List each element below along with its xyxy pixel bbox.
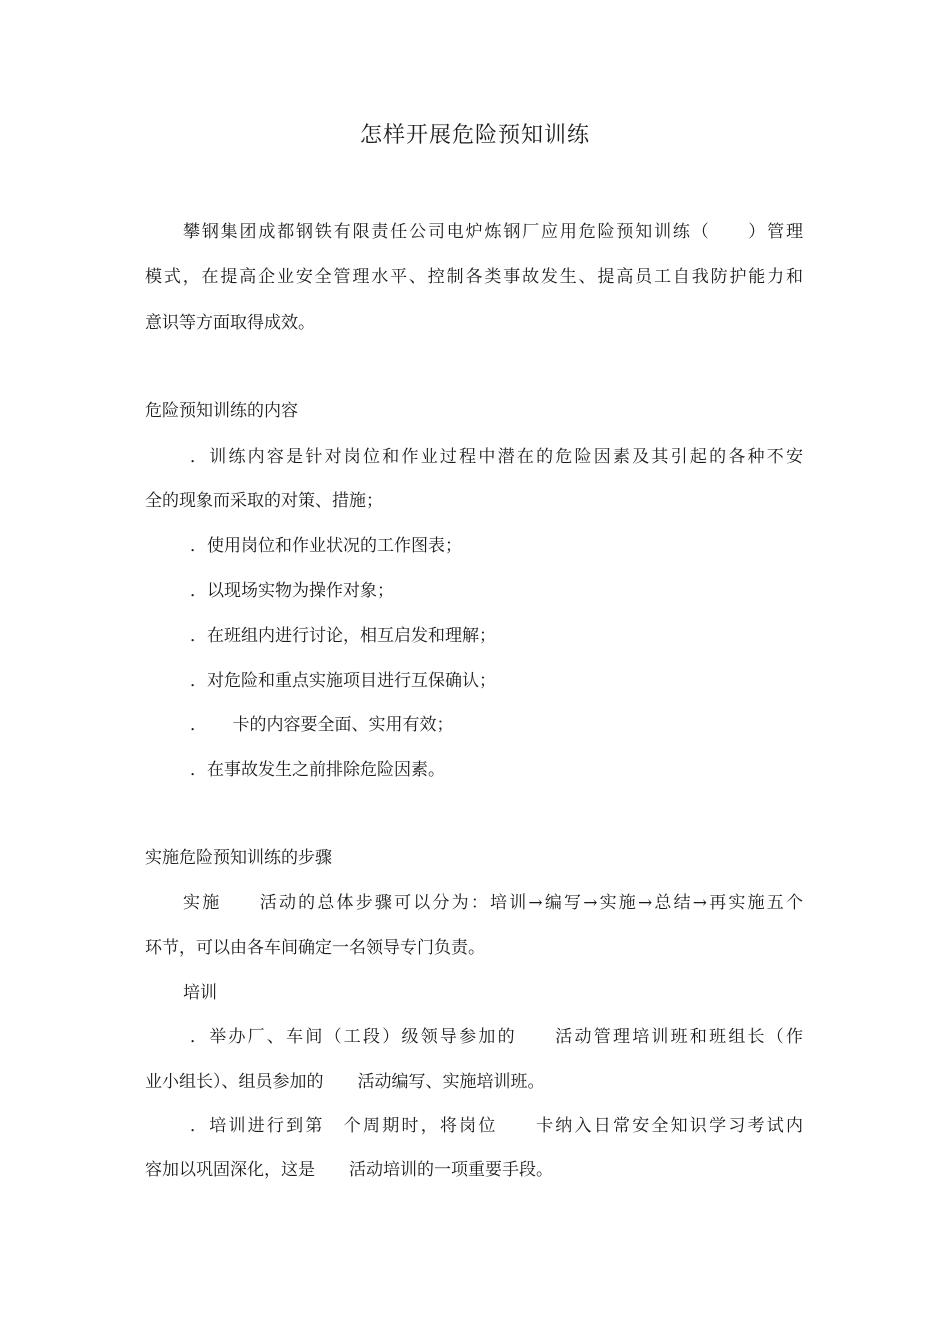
intro-line-1: 攀钢集团成都钢铁有限责任公司电炉炼钢厂应用危险预知训练（ ）管理 [183,222,803,242]
intro-line-3: 意识等方面取得成效。 [145,313,315,333]
intro-line-2: 模式，在提高企业安全管理水平、控制各类事故发生、提高员工自我防护能力和 [145,267,803,287]
content-item-1-line-1: ．训练内容是针对岗位和作业过程中潜在的危险因素及其引起的各种不安 [190,447,803,467]
section-heading-content: 危险预知训练的内容 [145,401,298,421]
training-para-2-line-1: ．培训进行到第 个周期时，将岗位 卡纳入日常安全知识学习考试内 [190,1116,803,1136]
sub-heading-training: 培训 [183,983,217,1003]
section-heading-steps: 实施危险预知训练的步骤 [145,848,332,868]
steps-para-line-2: 环节，可以由各车间确定一名领导专门负责。 [145,938,485,958]
content-item-1-line-2: 全的现象而采取的对策、措施； [145,491,383,511]
training-para-1-line-2: 业小组长）、组员参加的 活动编写、实施培训班。 [145,1072,545,1092]
content-item-3: ．以现场实物为操作对象； [190,581,394,601]
content-item-2: ．使用岗位和作业状况的工作图表； [190,536,462,556]
content-item-6: ． 卡的内容要全面、实用有效； [190,715,454,735]
content-item-7: ．在事故发生之前排除危险因素。 [190,760,445,780]
content-item-5: ．对危险和重点实施项目进行互保确认； [190,671,496,691]
document-title: 怎样开展危险预知训练 [359,123,590,148]
steps-para-line-1: 实施 活动的总体步骤可以分为：培训→编写→实施→总结→再实施五个 [183,893,803,913]
training-para-2-line-2: 容加以巩固深化，这是 活动培训的一项重要手段。 [145,1160,553,1180]
content-item-4: ．在班组内进行讨论，相互启发和理解； [190,626,496,646]
training-para-1-line-1: ．举办厂、车间（工段）级领导参加的 活动管理培训班和班组长（作 [190,1027,803,1047]
